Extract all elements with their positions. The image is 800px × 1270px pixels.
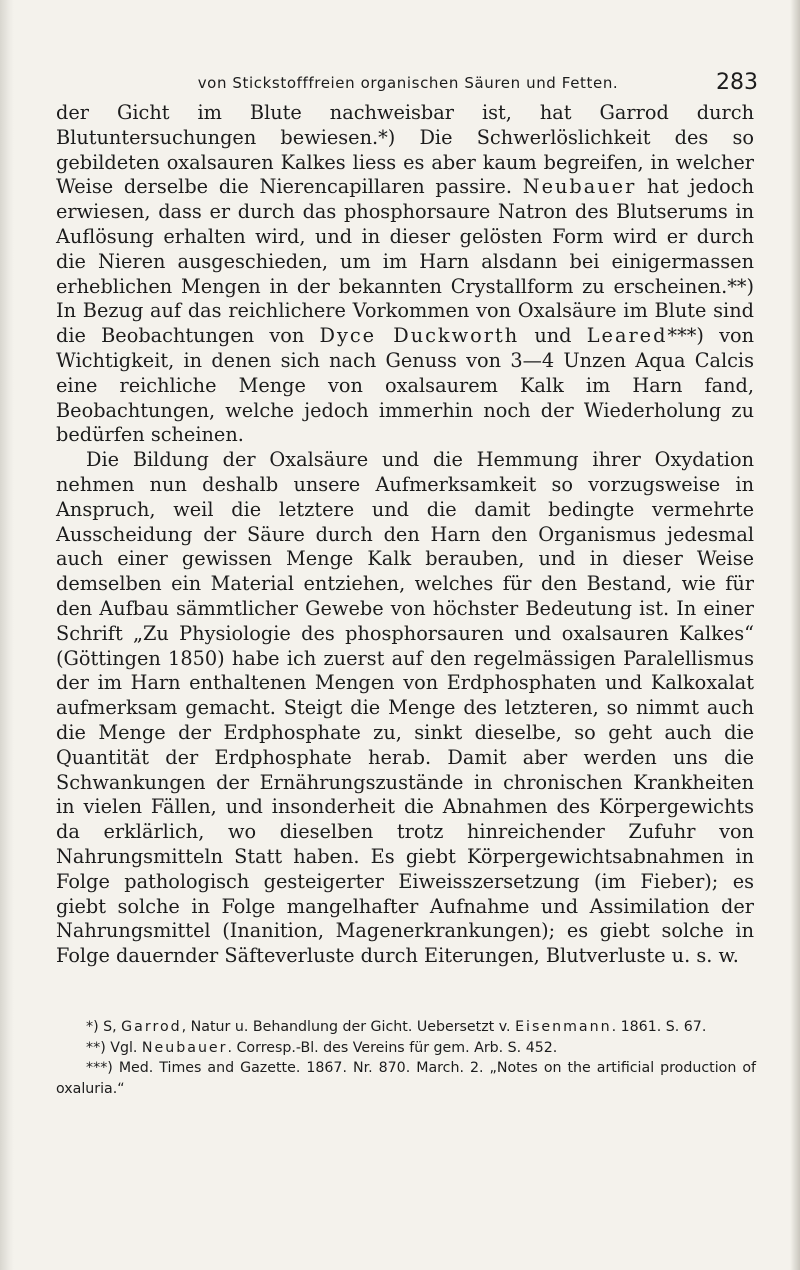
footnote-text: ***) Med. Times and Gazette. 1867. Nr. 870. March. 2. „Notes on the artificial production of oxaluria.“ xyxy=(56,1060,756,1097)
footnote-1 xyxy=(56,1017,756,1038)
text-run: Die Bildung der Oxalsäure und die Hemmung ihrer Oxydation nehmen nun deshalb unsere Aufmerksamkeit so vorzugsweise in Anspruch, weil die letztere und die damit bedingte vermehrte Ausscheidung der Säure durch den Harn den Organismus jedesmal auch einer gewissen Menge Kalk berauben, und in dieser Weise demselben ein Material entziehen, welches für den Bestand, wie für den Aufbau sämmtlicher Gewebe von höchster Bedeutung ist. In einer Schrift „Zu Physiologie des phosphorsauren und oxalsauren Kalkes“ (Göttingen 1850) habe ich zuerst auf den regelmässigen Paralellismus der im Harn enthaltenen Mengen von Erdphosphaten und Kalkoxalat aufmerksam gemacht. Steigt die Menge des letzteren, so nimmt auch die Menge der Erdphosphate zu, sinkt dieselbe, so geht auch die Quantität der Erdphosphate herab. Damit aber werden uns die Schwankungen der Ernährungszustände in chronischen Krankheiten in vielen Fällen, und insonderheit die Abnahmen des Körpergewichts da erklärlich, wo dieselben trotz hinreichender Zufuhr von Nahrungsmitteln Statt haben. Es giebt Körpergewichtsabnahmen in Folge pathologisch gesteigerter Eiweisszersetzung (im Fieber); es giebt solche in Folge mangelhafter Aufnahme und Assimilation der Nahrungsmittel (Inanition, Magenerkrankungen); es giebt solche in Folge dauernder Säfteverluste durch Eiterungen, Blutverluste u. s. w. xyxy=(56,448,754,968)
running-title: von Stickstofffreien organischen Säuren und Fetten. xyxy=(197,74,619,92)
footnote-2 xyxy=(56,1038,756,1059)
footnote-text: . 1861. S. 67. xyxy=(611,1019,707,1035)
text-run: ***) von Wichtigkeit, in denen sich nach Genuss von 3—4 Unzen Aqua Calcis eine reichliche Menge von oxalsaurem Kalk im Harn fand, Beobachtungen, welche jedoch immerhin noch der Wiederholung zu bedürfen scheinen. xyxy=(56,324,754,447)
page-edge-shadow-right xyxy=(790,0,800,1270)
footnotes xyxy=(56,1017,756,1099)
author-name-garrod: Garrod xyxy=(121,1019,182,1035)
paragraph-2 xyxy=(56,448,754,969)
main-text xyxy=(56,101,754,969)
footnote-text: , Natur u. Behandlung der Gicht. Uebersetzt v. xyxy=(181,1019,516,1035)
page-edge-shadow-left xyxy=(0,0,14,1270)
paragraph-1 xyxy=(56,101,754,448)
text-run: und xyxy=(519,324,587,348)
footnote-text: *) S, xyxy=(86,1019,122,1035)
text-run: der Gicht im Blute nachweisbar ist, hat Garrod durch Blutuntersuchungen bewiesen.*) Die Schwerlöslichkeit des so gebildeten oxalsauren Kalkes liess es aber kaum begreifen, in welcher Weise derselbe die Nierencapillaren passire. xyxy=(56,101,754,199)
author-name-eisenmann: Eisenmann xyxy=(515,1019,612,1035)
author-name-duckworth: Dyce Duckworth xyxy=(319,324,520,348)
footnote-text: . Corresp.-Bl. des Vereins für gem. Arb. S. 452. xyxy=(227,1039,558,1056)
footnote-3 xyxy=(56,1058,756,1099)
running-header xyxy=(58,70,758,100)
author-name-neubauer: Neubauer xyxy=(141,1039,228,1056)
author-name-neubauer: Neubauer xyxy=(522,175,637,199)
page-number: 283 xyxy=(716,70,758,95)
text-run: hat jedoch erwiesen, dass er durch das phosphorsaure Natron des Blutserums in Auflösung erhalten wird, und in dieser gelösten Form wird er durch die Nieren ausgeschieden, um im Harn alsdann bei einigermassen erheblichen Mengen in der bekannten Crystallform zu erscheinen.**) In Bezug auf das reichlichere Vorkommen von Oxalsäure im Blute sind die Beobachtungen von xyxy=(56,175,755,348)
author-name-leared: Leared xyxy=(586,324,668,348)
footnote-text: **) Vgl. xyxy=(86,1039,142,1056)
